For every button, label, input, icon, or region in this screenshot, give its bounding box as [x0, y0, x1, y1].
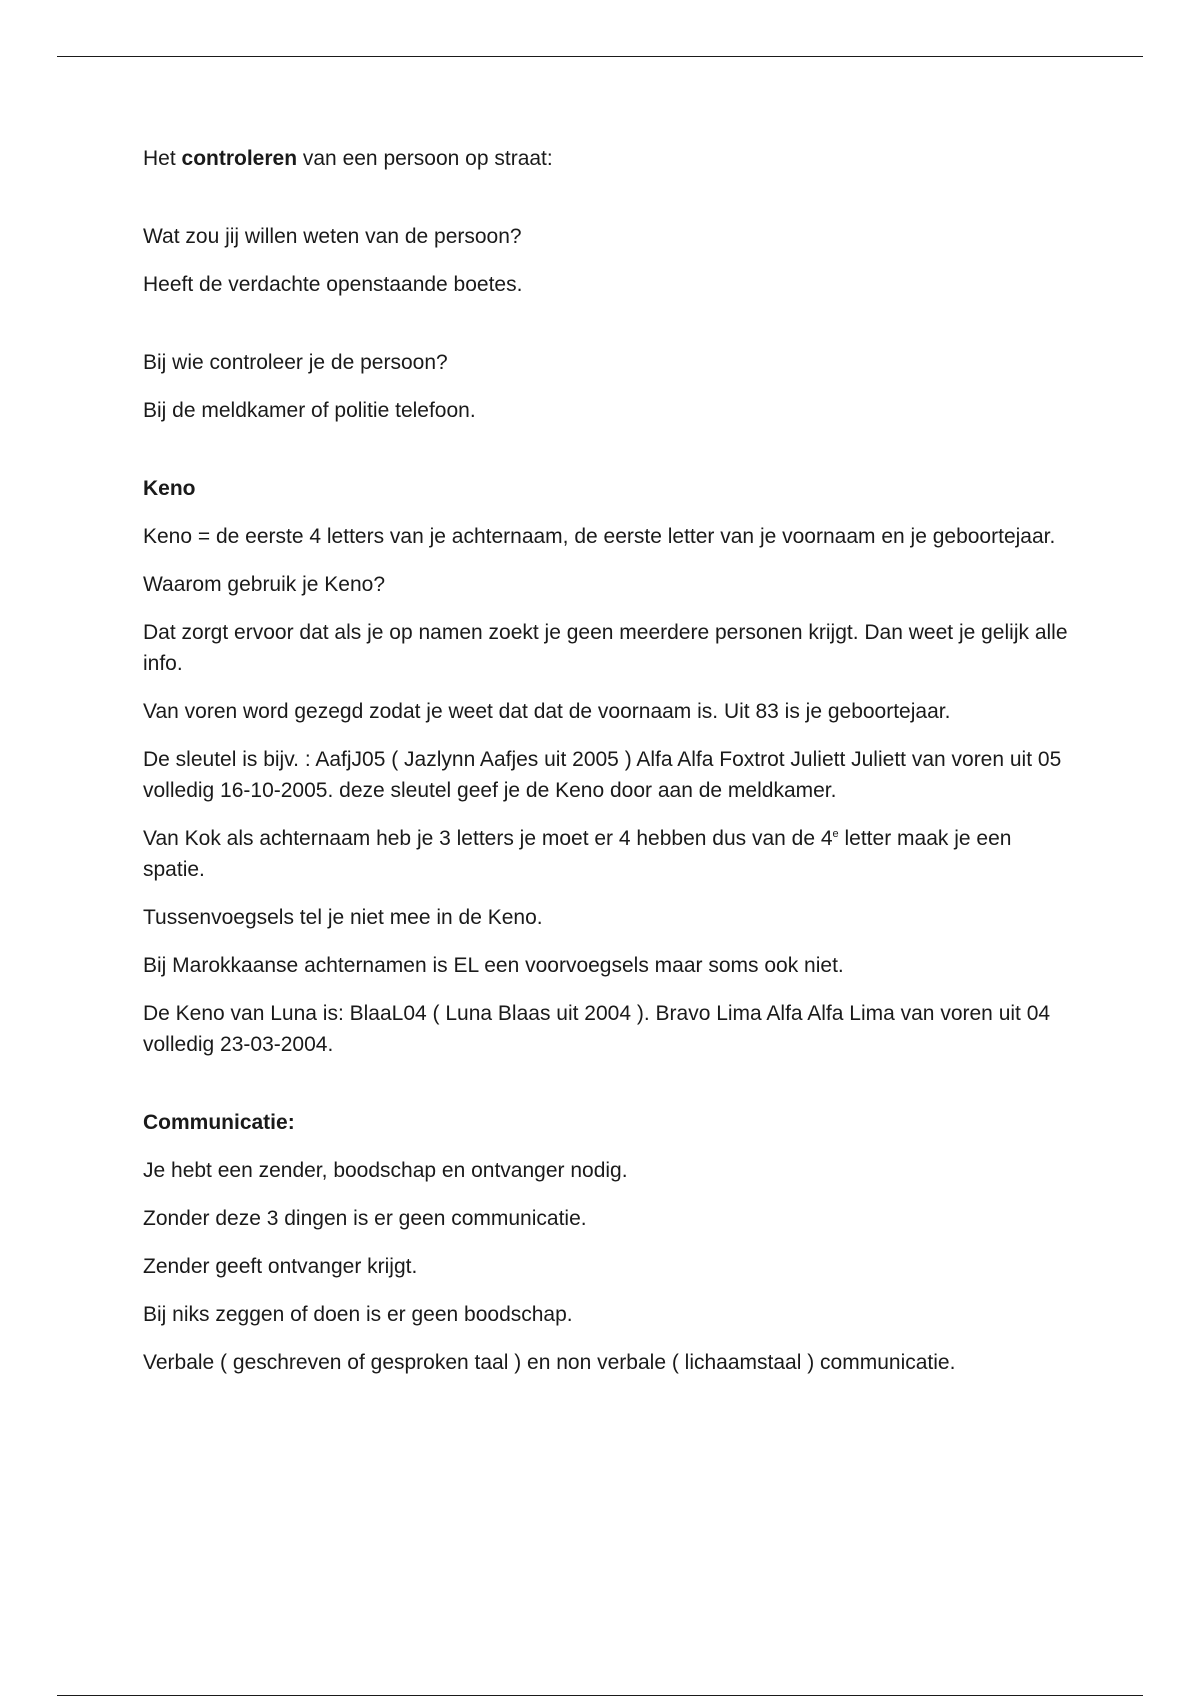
keno-sleutel: De sleutel is bijv. : AafjJ05 ( Jazlynn Aafjes uit 2005 ) Alfa Alfa Foxtrot Juliett Juliett van voren uit 05 volledig 16-10-2005. deze sleutel geef je de Keno door aan de meldkamer.: [143, 748, 1062, 802]
question-2: Bij wie controleer je de persoon?: [143, 351, 448, 374]
intro-line: Het controleren van een persoon op straat:: [143, 147, 553, 170]
communicatie-line: Je hebt een zender, boodschap en ontvanger nodig.: [143, 1159, 628, 1182]
keno-marokkaans: Bij Marokkaanse achternamen is EL een voorvoegsels maar soms ook niet.: [143, 954, 844, 977]
header-rule: [57, 56, 1143, 57]
keno-tussenvoegsels: Tussenvoegsels tel je niet mee in de Keno.: [143, 906, 543, 929]
communicatie-line: Zender geeft ontvanger krijgt.: [143, 1255, 418, 1278]
answer-1: Heeft de verdachte openstaande boetes.: [143, 273, 523, 296]
keno-why-answer: Dat zorgt ervoor dat als je op namen zoekt je geen meerdere personen krijgt. Dan weet je gelijk alle info.: [143, 621, 1068, 675]
keno-why-question: Waarom gebruik je Keno?: [143, 573, 386, 596]
communicatie-line: Bij niks zeggen of doen is er geen boodschap.: [143, 1303, 573, 1326]
answer-2: Bij de meldkamer of politie telefoon.: [143, 399, 476, 422]
communicatie-heading: Communicatie:: [143, 1111, 295, 1134]
keno-definition: Keno = de eerste 4 letters van je achternaam, de eerste letter van je voornaam en je geboortejaar.: [143, 525, 1056, 548]
keno-heading: Keno: [143, 477, 196, 500]
footer-rule: [57, 1695, 1143, 1696]
keno-luna: De Keno van Luna is: BlaaL04 ( Luna Blaas uit 2004 ). Bravo Lima Alfa Alfa Lima van voren uit 04 volledig 23-03-2004.: [143, 1002, 1051, 1056]
intro-bold-word: controleren: [181, 147, 298, 170]
question-1: Wat zou jij willen weten van de persoon?: [143, 225, 522, 248]
keno-van-voren: Van voren word gezegd zodat je weet dat dat de voornaam is. Uit 83 is je geboortejaar.: [143, 700, 951, 723]
communicatie-line: Verbale ( geschreven of gesproken taal ) en non verbale ( lichaamstaal ) communicatie.: [143, 1351, 956, 1374]
communicatie-line: Zonder deze 3 dingen is er geen communicatie.: [143, 1207, 587, 1230]
document-body: [143, 143, 1073, 1395]
keno-kok: Van Kok als achternaam heb je 3 letters je moet er 4 hebben dus van de 4e letter maak je een spatie.: [143, 827, 1012, 881]
